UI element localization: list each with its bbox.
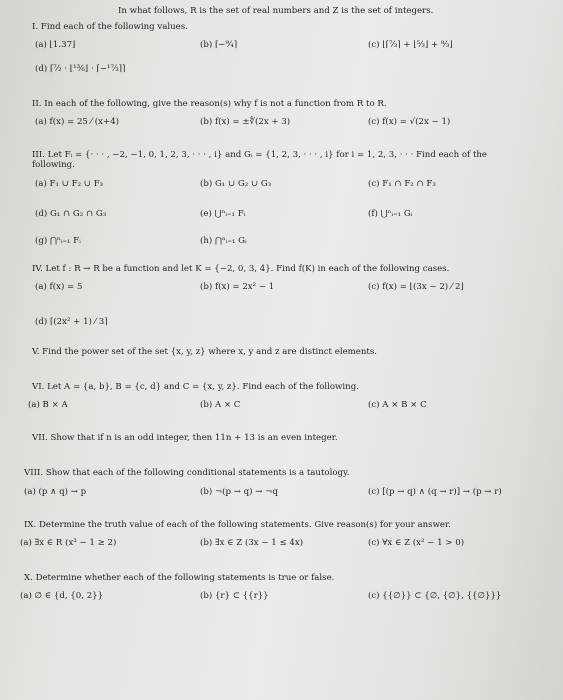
- problem-1d: (d) ⌈⁷⁄₂ · ⌊¹³⁄₆⌋ · ⌈−¹⁷⁄₃⌉⌉: [35, 64, 126, 74]
- problem-1b: (b) ⌈−⁹⁄₄⌉: [200, 40, 238, 50]
- section-3-title-cont: following.: [32, 160, 75, 170]
- section-9-title: IX. Determine the truth value of each of the following statements. Give reason(s) for your answer.: [24, 520, 451, 530]
- problem-3e: (e) ⋃ⁿᵢ₌₁ Fᵢ: [200, 209, 246, 219]
- problem-9a: (a) ∃x ∈ R (x³ − 1 ≥ 2): [20, 538, 117, 548]
- problem-2a: (a) f(x) = 25 ⁄ (x+4): [35, 117, 120, 127]
- problem-6c: (c) A × B × C: [368, 400, 427, 410]
- section-2-title: II. In each of the following, give the reason(s) why f is not a function from R to R.: [32, 99, 387, 109]
- section-6-title: VI. Let A = {a, b}, B = {c, d} and C = {x, y, z}. Find each of the following.: [32, 382, 359, 392]
- problem-3h: (h) ⋂ⁿᵢ₌₁ Gᵢ: [200, 236, 247, 246]
- problem-1c: (c) ⌊⌈⁷⁄₃⌉ + ⌊⁵⁄₃⌋ + ⁸⁄₃⌋: [368, 40, 453, 50]
- problem-10b: (b) {r} ⊂ {{r}}: [200, 591, 269, 601]
- problem-1a: (a) ⌊1.37⌋: [35, 40, 76, 50]
- problem-4d: (d) ⌈(2x² + 1) ⁄ 3⌉: [35, 317, 108, 327]
- problem-6a: (a) B × A: [28, 400, 68, 410]
- section-8-title: VIII. Show that each of the following conditional statements is a tautology.: [24, 468, 350, 478]
- problem-3f: (f) ⋃ⁿᵢ₌₁ Gᵢ: [368, 209, 413, 219]
- problem-4b: (b) f(x) = 2x² − 1: [200, 282, 275, 292]
- section-10-title: X. Determine whether each of the following statements is true or false.: [24, 573, 335, 583]
- section-3-title: III. Let Fᵢ = {· · · , −2, −1, 0, 1, 2, 3, · · · , i} and Gᵢ = {1, 2, 3, · · · , i} for i = 1, 2, 3, · · · Find each of the: [32, 150, 488, 160]
- problem-6b: (b) A × C: [200, 400, 241, 410]
- problem-2b: (b) f(x) = ±∜(2x + 3): [200, 117, 291, 127]
- problem-2c: (c) f(x) = √(2x − 1): [368, 117, 451, 127]
- problem-9c: (c) ∀x ∈ Z (x² − 1 > 0): [368, 538, 465, 548]
- problem-10a: (a) ∅ ∈ {d, {0, 2}}: [20, 591, 104, 601]
- problem-4c: (c) f(x) = ⌊(3x − 2) ⁄ 2⌋: [368, 282, 464, 292]
- problem-3a: (a) F₁ ∪ F₂ ∪ F₃: [35, 179, 104, 189]
- problem-4a: (a) f(x) = 5: [35, 282, 83, 292]
- problem-8a: (a) (p ∧ q) → p: [24, 487, 87, 497]
- problem-3b: (b) G₁ ∪ G₂ ∪ G₃: [200, 179, 272, 189]
- problem-8c: (c) [(p → q) ∧ (q → r)] → (p → r): [368, 487, 502, 497]
- problem-10c: (c) {{∅}} ⊂ {∅, {∅}, {{∅}}}: [368, 591, 502, 601]
- section-1-title: I. Find each of the following values.: [32, 22, 188, 32]
- problem-3c: (c) F₁ ∩ F₂ ∩ F₃: [368, 179, 436, 189]
- problem-3g: (g) ⋂ⁿᵢ₌₁ Fᵢ: [35, 236, 81, 246]
- section-7-title: VII. Show that if n is an odd integer, then 11n + 13 is an even integer.: [32, 433, 338, 443]
- section-5-title: V. Find the power set of the set {x, y, z} where x, y and z are distinct elements.: [32, 347, 378, 357]
- problem-9b: (b) ∃x ∈ Z (3x − 1 ≤ 4x): [200, 538, 304, 548]
- problem-3d: (d) G₁ ∩ G₂ ∩ G₃: [35, 209, 107, 219]
- section-4-title: IV. Let f : R → R be a function and let K = {−2, 0, 3, 4}. Find f(K) in each of the following cases.: [32, 264, 450, 274]
- problem-8b: (b) ¬(p → q) → ¬q: [200, 487, 278, 497]
- header-note: In what follows, R is the set of real numbers and Z is the set of integers.: [118, 6, 434, 16]
